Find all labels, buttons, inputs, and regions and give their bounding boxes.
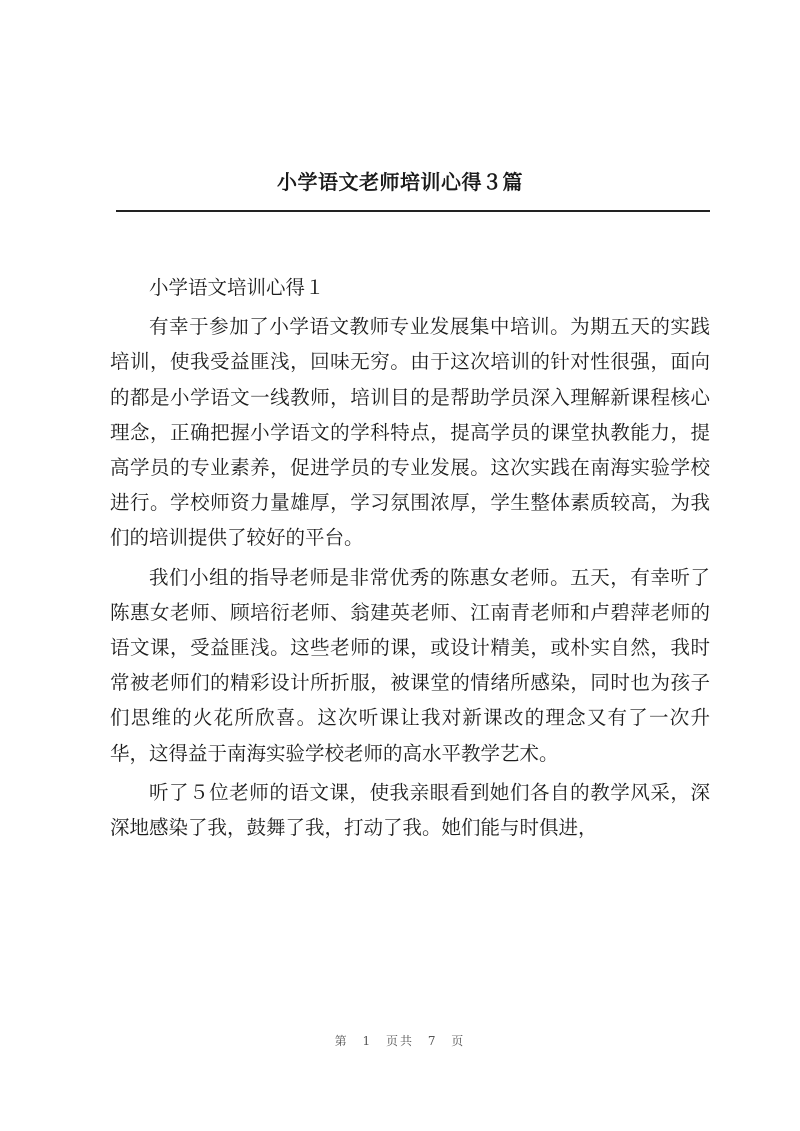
paragraph-3: 听了５位老师的语文课，使我亲眼看到她们各自的教学风采，深深地感染了我，鼓舞了我，打动了我。她们能与时俱进，	[110, 780, 710, 840]
footer-middle: 页共	[385, 1034, 414, 1048]
page-footer	[0, 1032, 800, 1049]
footer-prefix: 第	[334, 1034, 349, 1048]
footer-suffix: 页	[451, 1034, 466, 1048]
section-heading: 小学语文培训心得１	[149, 276, 325, 299]
title-underline	[116, 210, 710, 212]
document-title: 小学语文老师培训心得３篇	[277, 170, 523, 194]
document-body	[110, 270, 710, 845]
footer-total-pages: 7	[427, 1034, 438, 1048]
paragraph-2: 我们小组的指导老师是非常优秀的陈惠女老师。五天，有幸听了陈惠女老师、顾培衍老师、翁建英老师、江南青老师和卢碧萍老师的语文课，受益匪浅。这些老师的课，或设计精美，或朴实自然，我时常被老师们的精彩设计所折服，被课堂的情绪所感染，同时也为孩子们思维的火花所欣喜。这次听课让我对新课改的理念又有了一次升华，这得益于南海实验学校老师的高水平教学艺术。	[110, 565, 710, 765]
paragraph-1: 有幸于参加了小学语文教师专业发展集中培训。为期五天的实践培训，使我受益匪浅，回味无穷。由于这次培训的针对性很强，面向的都是小学语文一线教师，培训目的是帮助学员深入理解新课程核心理念，正确把握小学语文的学科特点，提高学员的课堂执教能力，提高学员的专业素养，促进学员的专业发展。这次实践在南海实验学校进行。学校师资力量雄厚，学习氛围浓厚，学生整体素质较高，为我们的培训提供了较好的平台。	[110, 315, 710, 550]
footer-page-number: 1	[362, 1034, 373, 1048]
